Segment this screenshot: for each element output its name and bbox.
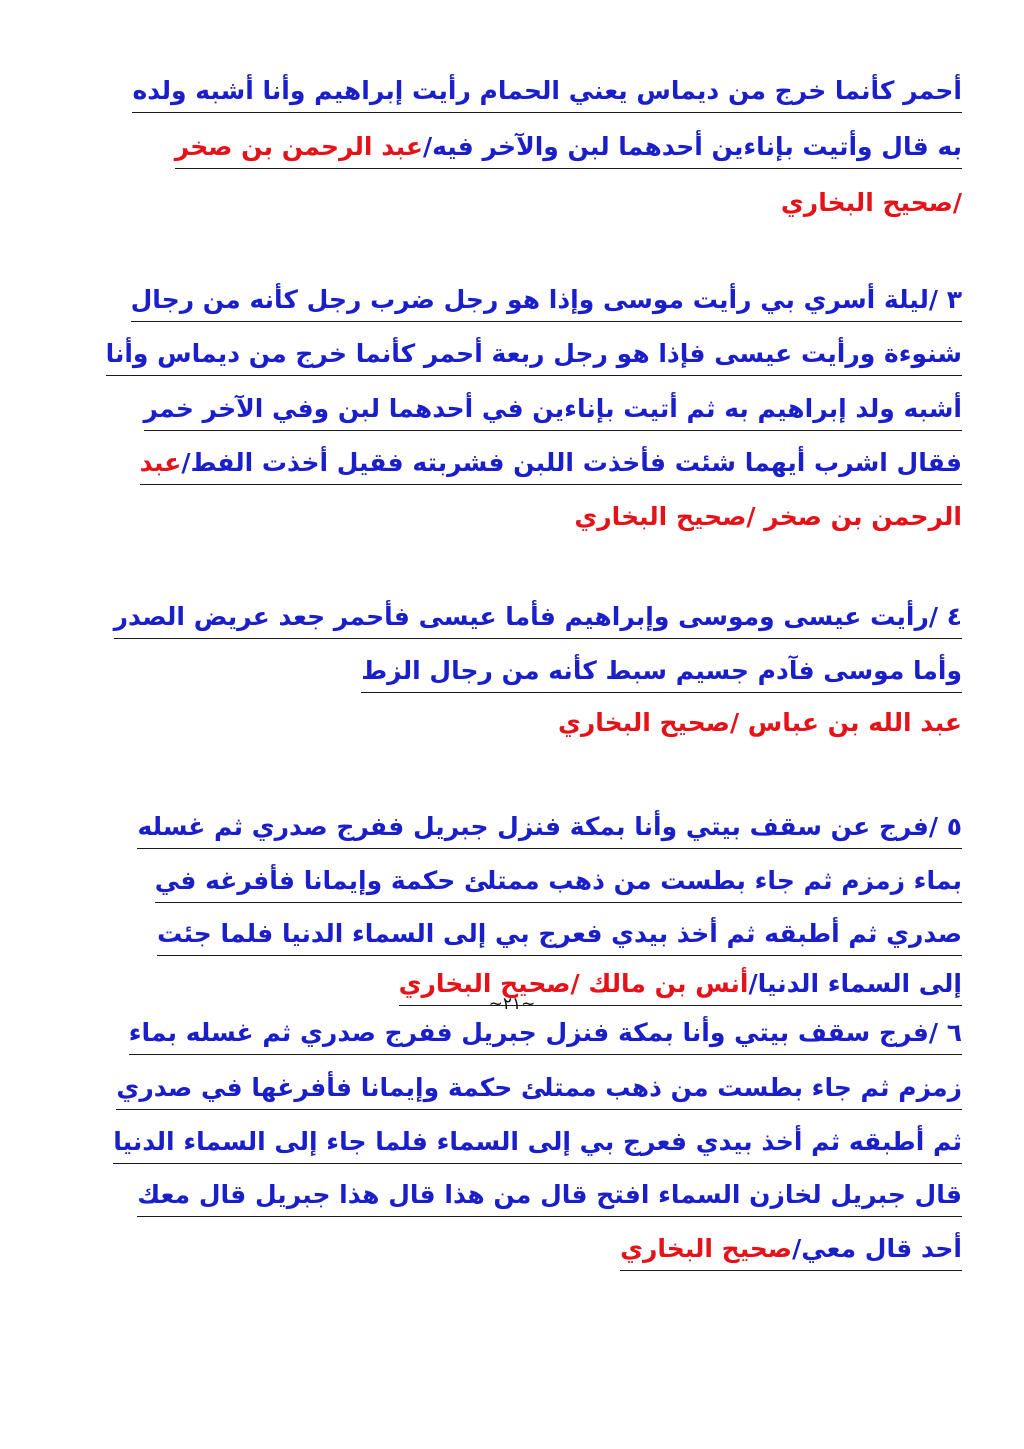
narrator-name: عبد الرحمن بن صخر: [174, 132, 423, 161]
text-segment: ٥ /فرج عن سقف بيتي وأنا بمكة فنزل جبريل ففرج صدري ثم غسله: [137, 812, 962, 841]
text-segment: ٤ /رأيت عيسى وموسى وإبراهيم فأما عيسى فأحمر جعد عريض الصدر: [113, 602, 962, 631]
text-segment: صدري ثم أطبقه ثم أخذ بيدي فعرج بي إلى السماء الدنيا فلما جئت: [157, 919, 962, 948]
source-line: [781, 186, 962, 224]
text-segment: فقال اشرب أيهما شئت فأخذت اللبن فشربته فقيل أخذت الفط/: [181, 448, 962, 477]
text-line: [155, 864, 962, 903]
source-reference: صحيح البخاري: [620, 1234, 793, 1263]
text-line: [132, 74, 962, 113]
source-reference: عبد الله بن عباس /صحيح البخاري: [557, 708, 962, 737]
text-segment: شنوءة ورأيت عيسى فإذا هو رجل ربعة أحمر كأنما خرج من ديماس وأنا: [105, 339, 962, 368]
text-line: [157, 917, 962, 956]
source-reference: أنس بن مالك /صحيح البخاري: [398, 969, 749, 998]
text-segment: ثم أطبقه ثم أخذ بيدي فعرج بي إلى السماء فلما جاء إلى السماء الدنيا: [113, 1127, 962, 1156]
text-segment: أحد قال معي/: [792, 1234, 962, 1263]
source-reference: الرحمن بن صخر /صحيح البخاري: [574, 502, 962, 531]
text-segment: وأما موسى فآدم جسيم سبط كأنه من رجال الزط: [361, 656, 962, 685]
text-line: [620, 1232, 962, 1271]
text-segment: بماء زمزم ثم جاء بطست من ذهب ممتلئ حكمة وإيمانا فأفرغه في: [154, 866, 962, 895]
source-line: [574, 500, 962, 538]
text-line: [113, 1125, 962, 1164]
source-line: [558, 706, 962, 744]
source-reference: /صحيح البخاري: [780, 188, 962, 217]
text-segment: ٣ /ليلة أسري بي رأيت موسى وإذا هو رجل ضرب رجل كأنه من رجال: [130, 285, 962, 314]
page-number: ~٢١~: [488, 994, 536, 1014]
narrator-name: عبد: [139, 448, 182, 477]
text-line: [144, 392, 962, 431]
text-line: [129, 1016, 962, 1055]
text-segment: قال جبريل لخازن السماء افتح قال من هذا قال هذا جبريل قال معك: [137, 1180, 962, 1209]
text-line: [361, 654, 962, 693]
text-segment: إلى السماء الدنيا/: [748, 969, 962, 998]
text-segment: به قال وأتيت بإناءين أحدهما لبن والآخر فيه/: [422, 132, 962, 161]
text-line: [140, 446, 962, 485]
text-line: [114, 600, 962, 639]
text-segment: ٦ /فرج سقف بيتي وأنا بمكة فنزل جبريل ففرج صدري ثم غسله بماء: [128, 1018, 962, 1047]
text-segment: أحمر كأنما خرج من ديماس يعني الحمام رأيت إبراهيم وأنا أشبه ولده: [132, 76, 962, 105]
text-line: [106, 337, 962, 376]
text-segment: أشبه ولد إبراهيم به ثم أتيت بإناءين في أحدهما لبن وفي الآخر خمر: [143, 394, 962, 423]
text-line: [137, 1178, 962, 1217]
text-line: [137, 810, 962, 849]
text-line: [175, 130, 962, 169]
text-line: [116, 1071, 962, 1110]
text-line: [131, 283, 962, 322]
text-segment: زمزم ثم جاء بطست من ذهب ممتلئ حكمة وإيمانا فأفرغها في صدري: [116, 1073, 962, 1102]
